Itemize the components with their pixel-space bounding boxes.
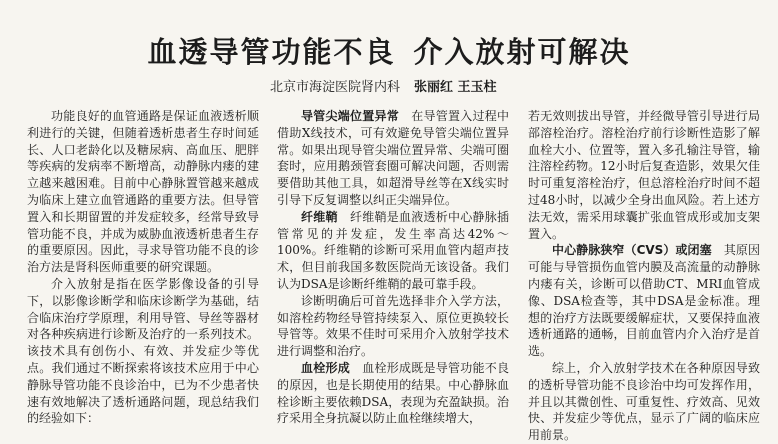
paragraph: 血栓形成 血栓形成既是导管功能不良的原因，也是长期使用的结果。中心静脉血栓诊断主要依赖DSA，表现为充盈缺损。治疗采用全身抗凝以防止血栓继续增大， [277,360,509,426]
section-heading: 纤维鞘 [301,209,338,224]
paragraph: 综上，介入放射学技术在各种原因导致的透析导管功能不良诊治中均可发挥作用，并且以其微创性、可重复性、疗效高、见效快、并发症少等优点，显示了广阔的临床应用前景。 [528,360,760,443]
paragraph: 中心静脉狭窄（CVS）或闭塞 其原因可能与导管损伤血管内膜及高流量的动静脉内瘘有关，诊断可以借助CT、MRI血管成像、DSA检查等，其中DSA是金标准。理想的治疗方法既要缓解症状，又要保持血液透析通路的通畅，目前血管内介入治疗是首选。 [528,243,760,359]
column-1 [27,108,259,427]
title-part-2: 介入放射可解决 [413,35,631,69]
article-title [0,30,778,71]
authors: 张丽红 王玉柱 [414,80,497,95]
paragraph: 介入放射是指在医学影像设备的引导下，以影像诊断学和临床诊断学为基础，结合临床治疗学原理，利用导管、导丝等器材对各种疾病进行诊断及治疗的一系列技术。该技术具有创伤小、有效、并发症少等优点。我们通过不断探索将该技术应用于中心静脉导管功能不良诊治中，已为不少患者快速有效地解决了透析通路问题，现总结我们的经验如下： [27,276,259,426]
paragraph: 诊断明确后可首先选择非介入学方法，如溶栓药物经导管持续泵入、原位更换较长导管等。效果不佳时可采用介入放射学技术进行调整和治疗。 [277,293,509,359]
column-2 [277,108,509,427]
section-heading: 导管尖端位置异常 [301,109,399,123]
paragraph: 若无效则拔出导管，并经微导管引导进行局部溶栓治疗。溶栓治疗前行诊断性造影了解血栓大小、位置等，置入多孔输注导管，输注溶栓药物。12小时后复查造影，效果欠佳时可重复溶栓治疗，但总溶栓治疗时间不超过48小时，以减少全身出血风险。若上述方法无效，需采用球囊扩张血管成形或加支架置入。 [528,109,760,241]
byline [270,76,650,95]
paragraph: 功能良好的血管通路是保证血液透析顺利进行的关键，但随着透析患者生存时间延长、人口老龄化以及糖尿病、高血压、肥胖等疾病的发病率不断增高，动静脉内瘘的建立越来越困难。目前中心静脉置管越来越成为临床上建立血管通路的重要方法。但导管置入和长期留置的并发症较多，经常导致导管功能不良，并成为威胁血液透析患者生存的重要原因。因此，寻求导管功能不良的诊治方法是肾科医师重要的研究课题。 [27,109,259,275]
paragraph: 纤维鞘 纤维鞘是血液透析中心静脉插管常见的并发症，发生率高达42%～100%。纤维鞘的诊断可采用血管内超声技术，但目前我国多数医院尚无该设备。我们认为DSA是诊断纤维鞘的最可靠手段。 [277,209,509,291]
section-heading: 血栓形成 [301,360,350,375]
affiliation: 北京市海淀医院肾内科 [270,80,401,95]
section-heading: 中心静脉狭窄（CVS）或闭塞 [552,243,712,258]
paragraph: 导管尖端位置异常 在导管置入过程中借助X线技术，可有效避免导管尖端位置异常。如果出现导管尖端位置异常、尖端可圈套时，应用鹅颈管套圈可解决问题，否则需要借助其他工具，如超滑导丝等在X线实时引导下反复调整以纠正尖端异位。 [277,109,509,207]
column-3 [528,108,760,444]
title-part-1: 血透导管功能不良 [147,35,396,69]
